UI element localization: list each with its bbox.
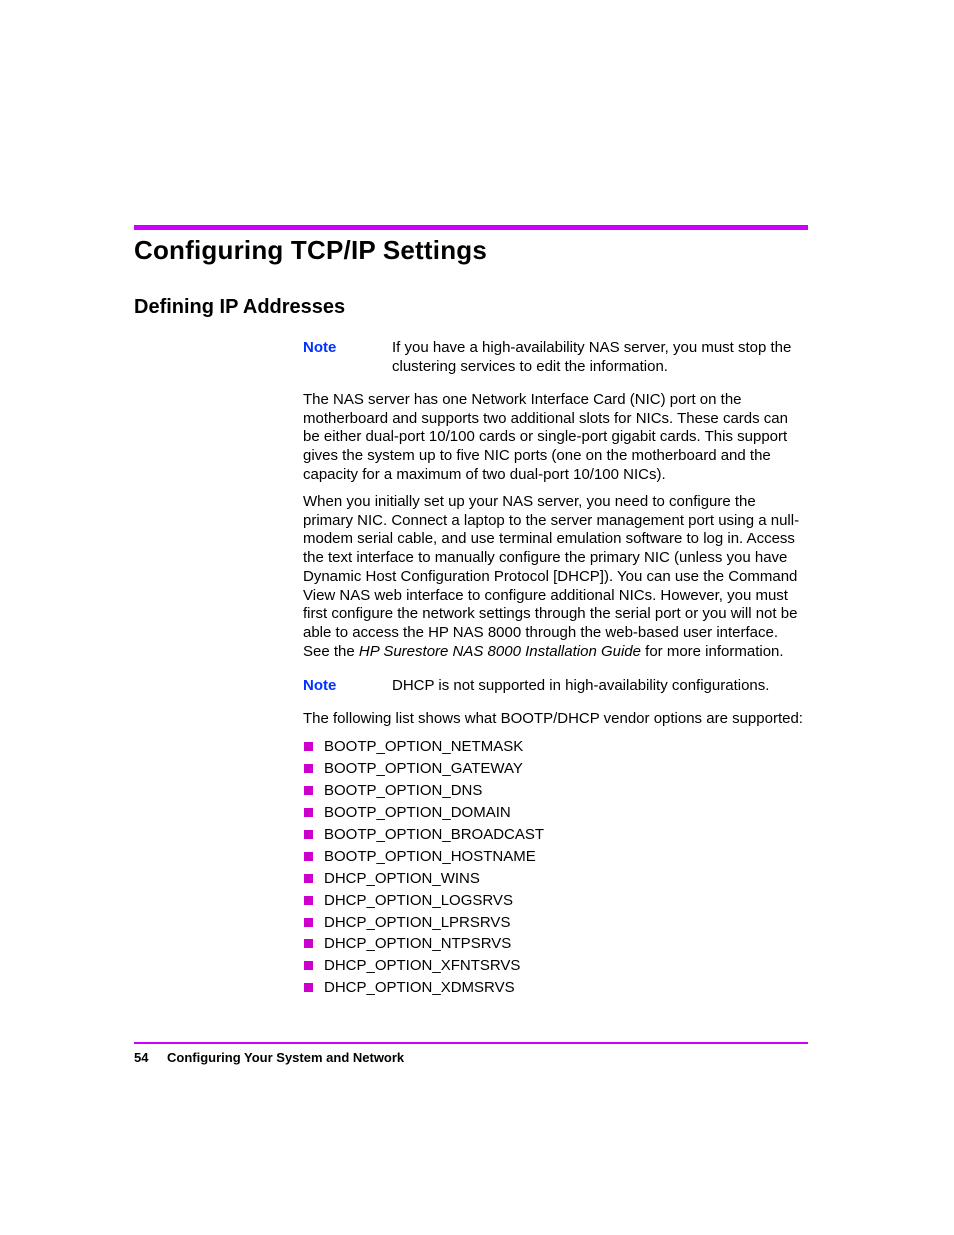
bullet-square-icon (304, 830, 313, 839)
option-name: DHCP_OPTION_NTPSRVS (324, 935, 512, 953)
section-title: Defining IP Addresses (134, 296, 346, 318)
option-name: BOOTP_OPTION_NETMASK (324, 738, 524, 756)
chapter-title: Configuring TCP/IP Settings (134, 235, 488, 265)
bullet-square-icon (304, 918, 313, 927)
option-name: DHCP_OPTION_LOGSRVS (324, 891, 513, 909)
page-number: 54 (134, 1050, 149, 1065)
note-text: If you have a high-availability NAS server, you must stop the clustering services to edit the information. (392, 339, 792, 375)
footer-rule (134, 1042, 808, 1044)
page-footer (134, 1049, 404, 1067)
list-item (303, 955, 808, 977)
option-name: BOOTP_OPTION_DNS (324, 782, 483, 800)
option-name: BOOTP_OPTION_DOMAIN (324, 804, 511, 822)
bullet-square-icon (304, 983, 313, 992)
list-item (303, 736, 808, 758)
paragraph-primary-nic-tail: for more information. (641, 642, 784, 660)
list-item (303, 845, 808, 867)
option-name: DHCP_OPTION_XDMSRVS (324, 979, 515, 997)
bullet-square-icon (304, 742, 313, 751)
vendor-options-list (303, 736, 808, 999)
bullet-square-icon (304, 786, 313, 795)
option-name: DHCP_OPTION_LPRSRVS (324, 913, 511, 931)
list-item (303, 911, 808, 933)
list-item (303, 867, 808, 889)
bullet-square-icon (304, 939, 313, 948)
list-item (303, 780, 808, 802)
list-item (303, 889, 808, 911)
paragraph-primary-nic-text: When you initially set up your NAS server, you need to configure the primary NIC. Connect a laptop to the server management port using a null-modem serial cable, and use terminal emulation software to log in. Access the text interface to manually configure the primary NIC (unless you have Dynamic Host Configuration Protocol [DHCP]). You can use the Command View NAS web interface to configure additional NICs. However, you must first configure the network settings through the serial port or you will not be able to access the HP NAS 8000 through the web-based user interface. See the (303, 493, 800, 660)
list-item (303, 977, 808, 999)
bullet-square-icon (304, 764, 313, 773)
list-item (303, 933, 808, 955)
chapter-title-rule (134, 225, 808, 230)
paragraph-primary-nic (303, 493, 808, 661)
bullet-square-icon (304, 961, 313, 970)
option-name: BOOTP_OPTION_BROADCAST (324, 826, 545, 843)
note-block (303, 677, 808, 696)
note-block (303, 339, 808, 376)
note-label: Note (303, 339, 337, 356)
bullet-square-icon (304, 808, 313, 817)
bullet-square-icon (304, 852, 313, 861)
option-name: BOOTP_OPTION_GATEWAY (324, 760, 523, 778)
paragraph-options-intro: The following list shows what BOOTP/DHCP vendor options are supported: (303, 710, 803, 727)
bullet-square-icon (304, 874, 313, 883)
list-item (303, 824, 808, 846)
option-name: DHCP_OPTION_WINS (324, 869, 480, 887)
footer-chapter-name: Configuring Your System and Network (167, 1050, 405, 1065)
note-text: DHCP is not supported in high-availability configurations. (392, 677, 770, 694)
paragraph-nic-ports: The NAS server has one Network Interface Card (NIC) port on the motherboard and supports two additional slots for NICs. These cards can be either dual-port 10/100 cards or single-port gigabit cards. This support gives the system up to five NIC ports (one on the motherboard and the capacity for a maximum of two dual-port 10/100 NICs). (303, 391, 788, 483)
list-item (303, 802, 808, 824)
list-item (303, 758, 808, 780)
option-name: BOOTP_OPTION_HOSTNAME (324, 847, 536, 865)
bullet-square-icon (304, 896, 313, 905)
note-label: Note (303, 677, 337, 694)
option-name: DHCP_OPTION_XFNTSRVS (324, 957, 521, 975)
installation-guide-reference: HP Surestore NAS 8000 Installation Guide (358, 642, 641, 660)
